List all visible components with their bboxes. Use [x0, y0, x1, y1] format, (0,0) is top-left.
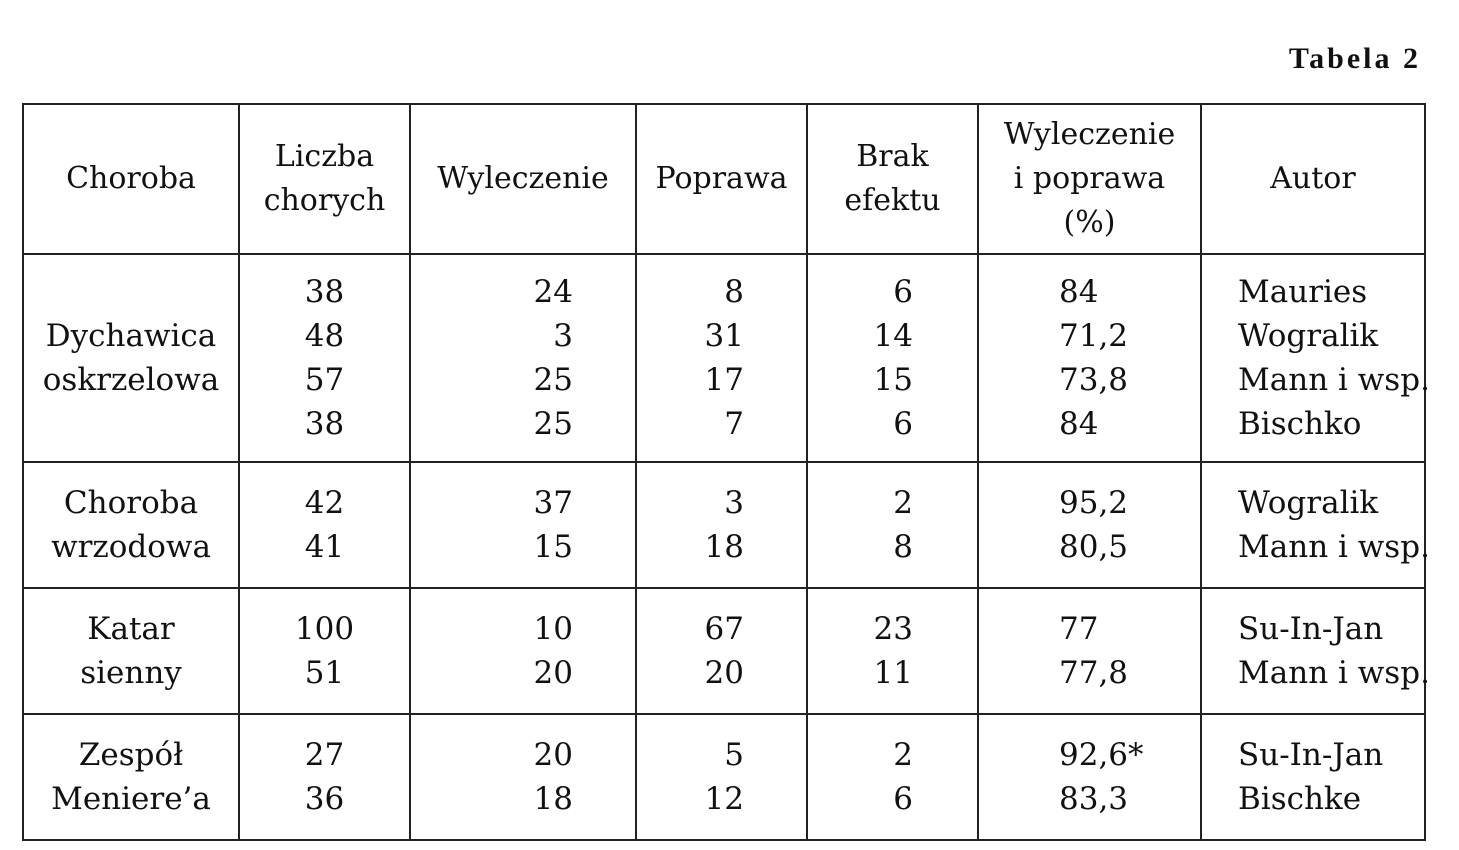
wyleczenie-cell: 24 3 25 25 — [410, 254, 636, 462]
autor-cell: Su-In-Jan Mann i wsp. — [1201, 588, 1425, 714]
disease-cell: Choroba wrzodowa — [23, 462, 239, 588]
poprawa-cell: 5 12 — [636, 714, 807, 840]
table-caption: Tabela 2 — [1288, 42, 1421, 75]
table-row — [23, 254, 1425, 462]
header-choroba: Choroba — [23, 104, 239, 254]
table-row — [23, 462, 1425, 588]
autor-cell: Mauries Wogralik Mann i wsp. Bischko — [1201, 254, 1425, 462]
header-brak-efektu: Brak efektu — [807, 104, 978, 254]
wyleczenie-i-poprawa-cell: 95,2 80,5 — [978, 462, 1201, 588]
disease-cell: Zespół Meniere’a — [23, 714, 239, 840]
brak-efektu-cell: 6 14 15 6 — [807, 254, 978, 462]
wyleczenie-i-poprawa-cell: 84 71,2 73,8 84 — [978, 254, 1201, 462]
wyleczenie-cell: 20 18 — [410, 714, 636, 840]
data-table — [22, 103, 1430, 841]
poprawa-cell: 8 31 17 7 — [636, 254, 807, 462]
disease-cell: Dychawica oskrzelowa — [23, 254, 239, 462]
header-wyleczenie-i-poprawa: Wyleczenie i poprawa (%) — [978, 104, 1201, 254]
brak-efektu-cell: 2 6 — [807, 714, 978, 840]
wyleczenie-cell: 10 20 — [410, 588, 636, 714]
header-autor: Autor — [1201, 104, 1425, 254]
header-liczba-chorych: Liczba chorych — [239, 104, 410, 254]
liczba-chorych-cell: 27 36 — [239, 714, 410, 840]
wyleczenie-i-poprawa-cell: 92,6* 83,3 — [978, 714, 1201, 840]
autor-cell: Su-In-Jan Bischke — [1201, 714, 1425, 840]
header-row — [23, 104, 1425, 254]
liczba-chorych-cell: 42 41 — [239, 462, 410, 588]
autor-cell: Wogralik Mann i wsp. — [1201, 462, 1425, 588]
header-wyleczenie: Wyleczenie — [410, 104, 636, 254]
disease-cell: Katar sienny — [23, 588, 239, 714]
poprawa-cell: 3 18 — [636, 462, 807, 588]
brak-efektu-cell: 23 11 — [807, 588, 978, 714]
liczba-chorych-cell: 100 51 — [239, 588, 410, 714]
liczba-chorych-cell: 38 48 57 38 — [239, 254, 410, 462]
header-poprawa: Poprawa — [636, 104, 807, 254]
brak-efektu-cell: 2 8 — [807, 462, 978, 588]
wyleczenie-i-poprawa-cell: 77 77,8 — [978, 588, 1201, 714]
poprawa-cell: 67 20 — [636, 588, 807, 714]
wyleczenie-cell: 37 15 — [410, 462, 636, 588]
table-row — [23, 714, 1425, 840]
table-row — [23, 588, 1425, 714]
